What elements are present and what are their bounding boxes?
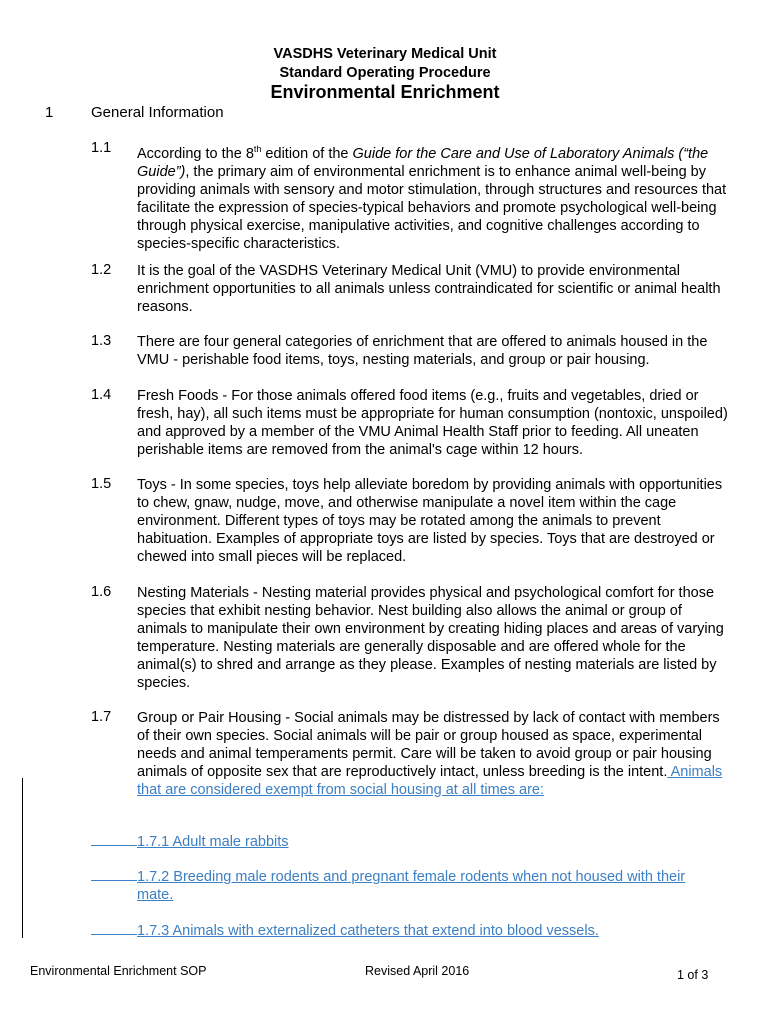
exempt-housing-link[interactable]: Animals that are considered exempt from social housing at all times are: — [137, 764, 723, 798]
subitem-text: 1.7.3 Animals with externalized catheters that extend into blood vessels. — [137, 923, 599, 939]
item-number: 1.5 — [91, 476, 112, 492]
item-number: 1.6 — [91, 584, 112, 600]
header-line-2: Standard Operating Procedure — [279, 65, 491, 81]
paragraph-1-7 — [137, 709, 732, 799]
item-number: 1.4 — [91, 387, 112, 403]
subitem-1-7-1[interactable] — [91, 833, 726, 851]
guide-title: Guide for the Care and Use of Laboratory Animals (“the Guide”) — [137, 145, 709, 180]
p11-a: According to the 8 — [137, 145, 254, 162]
section-number: 1 — [45, 104, 54, 121]
subitem-text-continued: mate. — [137, 887, 174, 903]
paragraph-1-4: Fresh Foods - For those animals offered food items (e.g., fruits and vegetables, dried or fresh, hay), all such items must be appropriate for human consumption (nontoxic, unspoiled) and approved by a member of the VMU Animal Health Staff prior to feeding. All uneaten perishable items are removed from the animal's cage within 12 hours. — [137, 388, 728, 458]
item-number: 1.2 — [91, 262, 112, 278]
footer-document-name: Environmental Enrichment SOP — [30, 964, 207, 978]
revision-change-bar — [22, 778, 23, 938]
paragraph-1-6: Nesting Materials - Nesting material provides physical and psychological comfort for those species that exhibit nesting behavior. Nest building also allows the animal or group of animals to manipulate their own environment by creating hiding places and areas of varying temperature. Nesting materials are generally disposable and are offered whole for the animal(s) to shred and arrange as they please. Examples of nesting materials are listed by species. — [137, 585, 724, 691]
p17-text: Group or Pair Housing - Social animals may be distressed by lack of contact with members of their own species. Social animals will be pair or group housed as space, experimental needs and animal temperaments permit. Care will be taken to avoid group or pair housing animals of opposite sex that are reproductively intact, unless breeding is the intent. — [137, 710, 720, 780]
paragraph-1-5: Toys - In some species, toys help alleviate boredom by providing animals with opportunities to chew, gnaw, nudge, move, and otherwise manipulate a novel item within the cage environment. Different types of toys may be rotated among the animals to prevent habituation. Examples of appropriate toys are listed by species. Toys that are destroyed or chewed into small pieces will be replaced. — [137, 477, 723, 565]
subitem-leader — [91, 868, 137, 881]
subitem-leader — [91, 922, 137, 935]
section-title: General Information — [91, 104, 224, 121]
subitem-1-7-3[interactable] — [91, 922, 726, 940]
subitem-text: 1.7.2 Breeding male rodents and pregnant female rodents when not housed with their — [137, 869, 686, 885]
item-number: 1.3 — [91, 333, 112, 349]
item-number: 1.1 — [91, 140, 112, 156]
item-number: 1.7 — [91, 709, 112, 725]
document-title: Environmental Enrichment — [270, 82, 500, 102]
paragraph-1-1 — [137, 140, 732, 253]
subitem-text: 1.7.1 Adult male rabbits — [137, 834, 289, 850]
subitem-1-7-2[interactable] — [91, 868, 726, 904]
subitem-leader — [91, 833, 137, 846]
header-line-1: VASDHS Veterinary Medical Unit — [273, 46, 497, 62]
p11-c: , the primary aim of environmental enrichment is to enhance animal well-being by providing animals with sensory and motor stimulation, through structures and resources that facilitate the expression of species-typical behaviors and promote psychological well-being through physical exercise, manipulative activities, and cognitive challenges according to species-specific characteristics. — [137, 163, 727, 252]
footer-page-number: 1 of 3 — [677, 968, 709, 982]
footer-revision-date: Revised April 2016 — [365, 964, 470, 978]
p11-sup: th — [253, 144, 262, 154]
p11-b: edition of the — [261, 145, 353, 162]
paragraph-1-2: It is the goal of the VASDHS Veterinary Medical Unit (VMU) to provide environmental enrichment opportunities to all animals unless contraindicated for scientific or animal health reasons. — [137, 263, 721, 315]
paragraph-1-3: There are four general categories of enrichment that are offered to animals housed in the VMU - perishable food items, toys, nesting materials, and group or pair housing. — [137, 334, 708, 368]
